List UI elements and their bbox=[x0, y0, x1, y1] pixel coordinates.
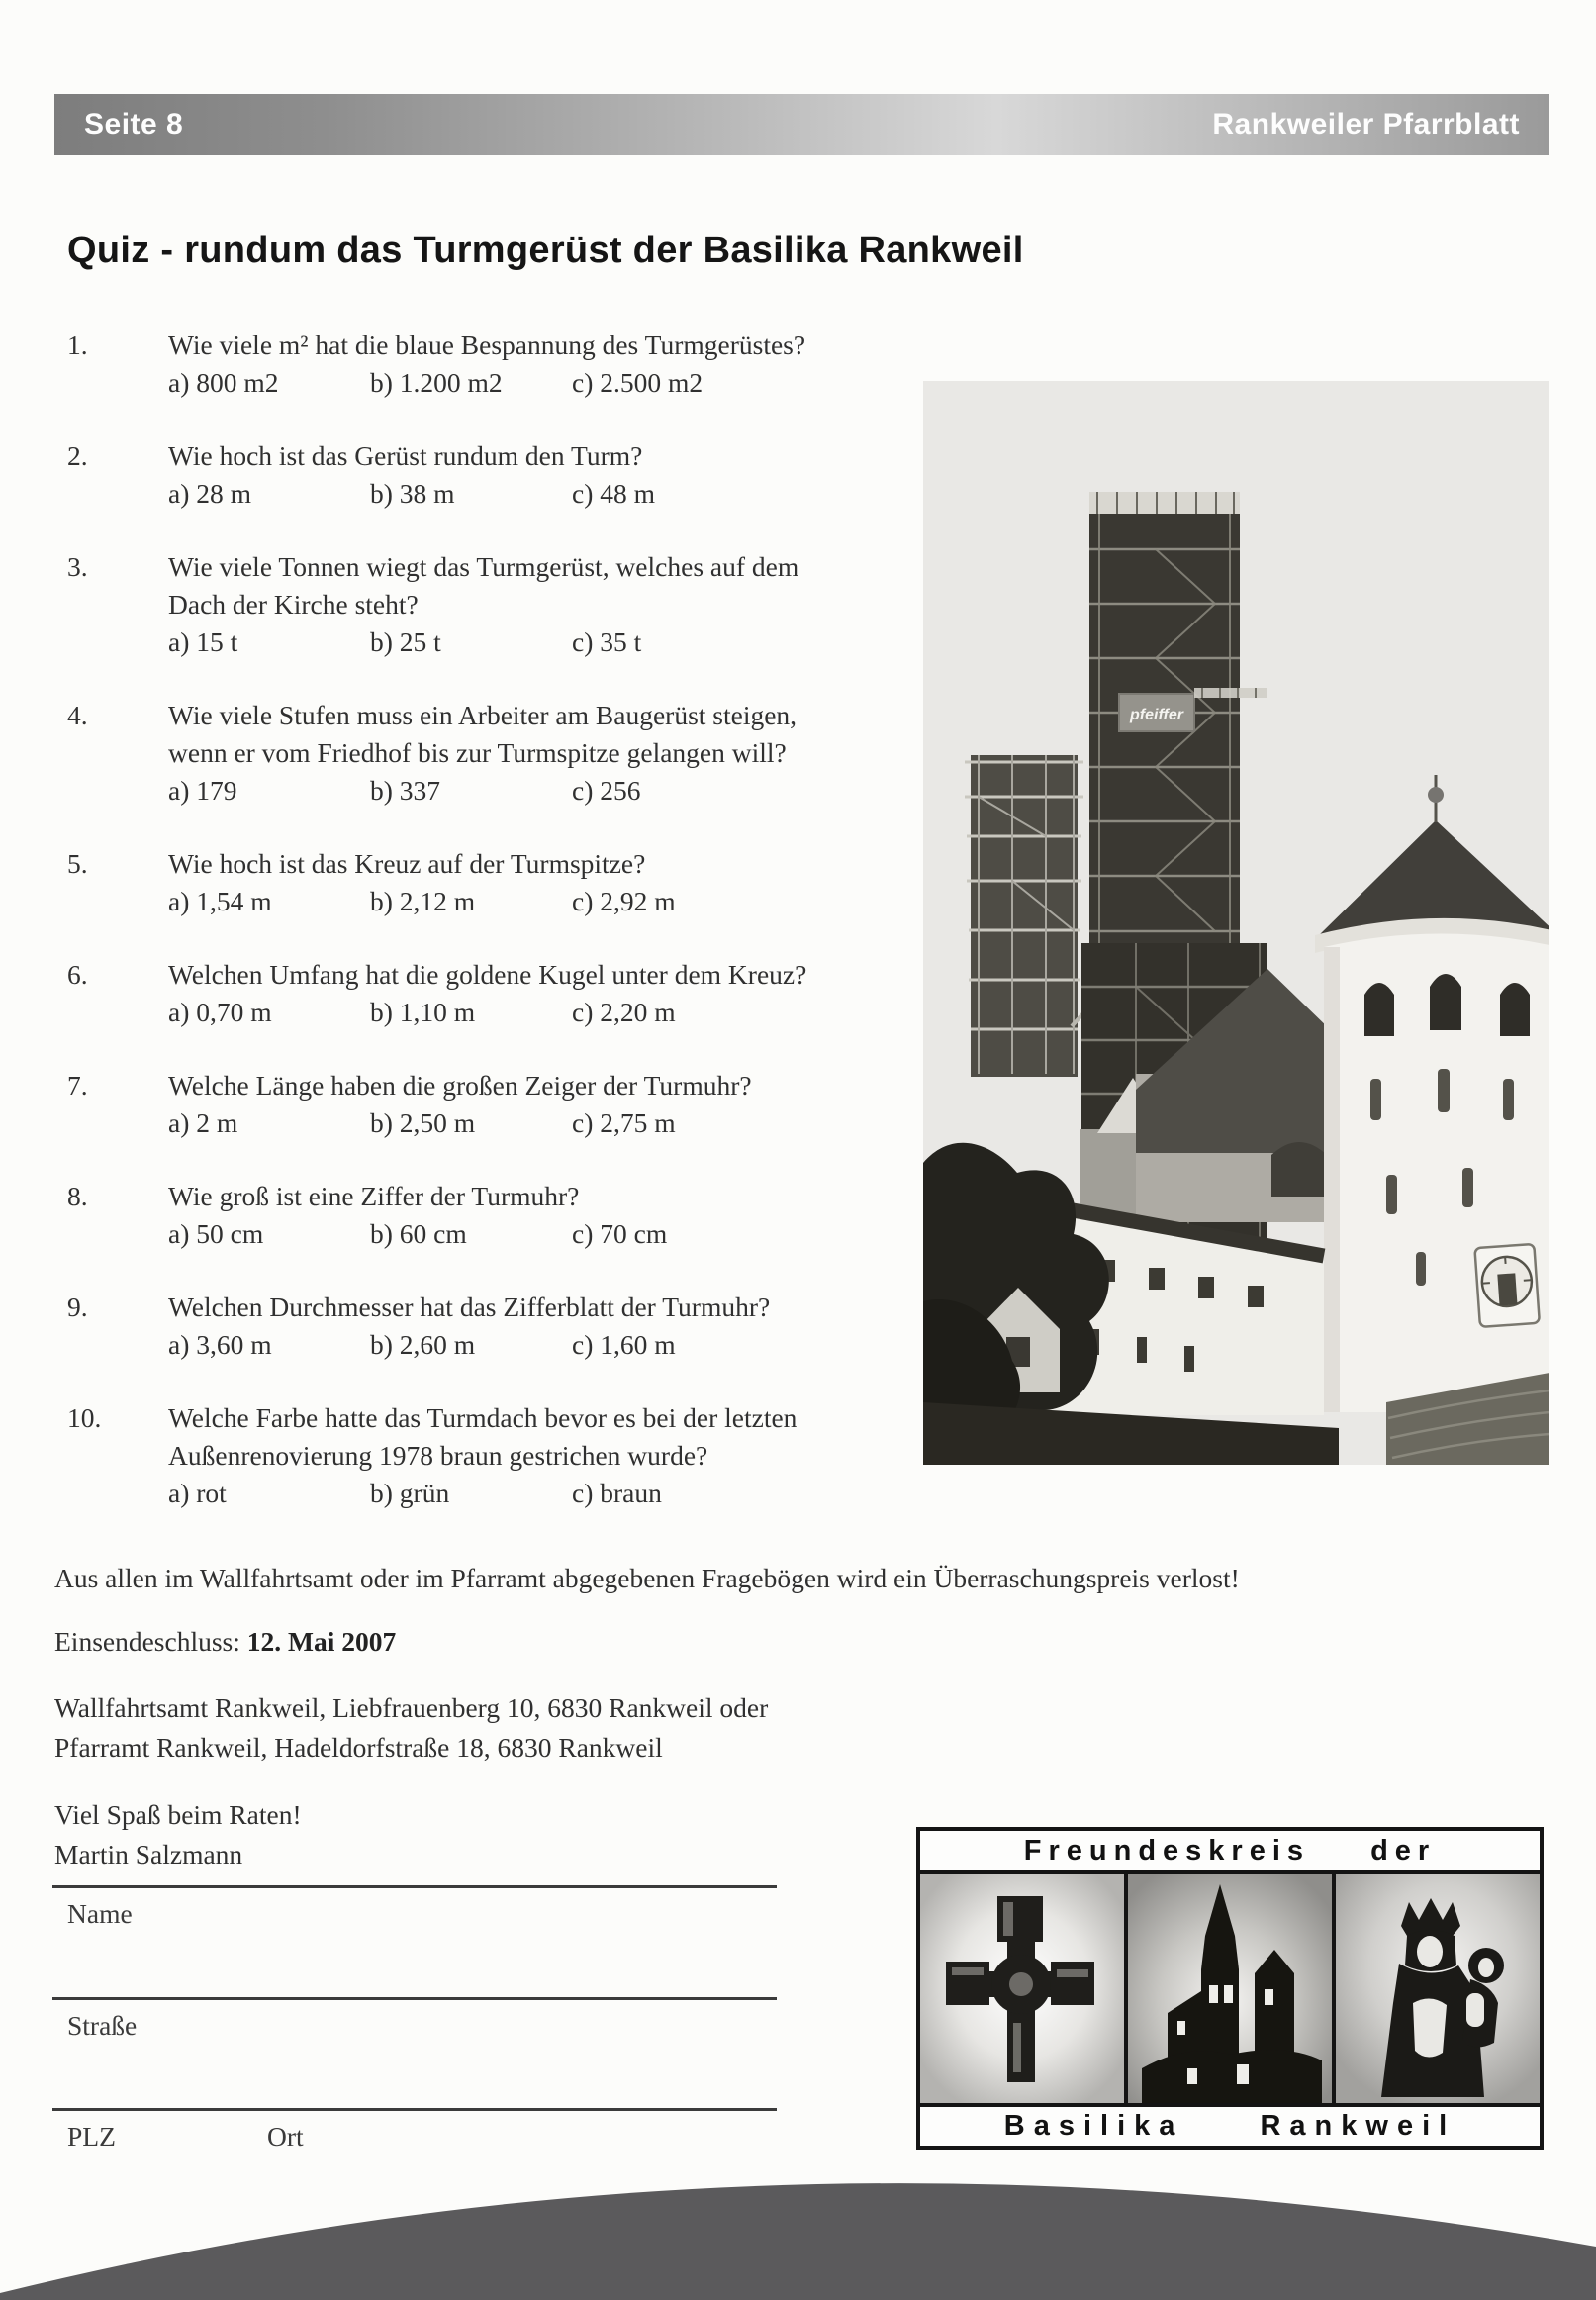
freundeskreis-logo bbox=[916, 1827, 1544, 2150]
question-number: 9. bbox=[67, 1292, 88, 1322]
question-text: Wie viele Tonnen wiegt das Turmgerüst, welches auf dem Dach der Kirche steht? bbox=[168, 551, 799, 620]
answer-options bbox=[168, 883, 900, 920]
question-number: 8. bbox=[67, 1181, 88, 1211]
option-b: b) 25 t bbox=[370, 626, 441, 657]
quiz-question bbox=[0, 845, 900, 920]
option-a: a) 15 t bbox=[168, 626, 238, 657]
quiz-question bbox=[0, 1399, 900, 1512]
option-b: b) 2,50 m bbox=[370, 1107, 476, 1138]
question-number: 4. bbox=[67, 700, 88, 730]
closing-signature: Viel Spaß beim Raten! Martin Salzmann bbox=[54, 1799, 302, 1869]
quiz-question bbox=[0, 437, 900, 513]
plz-field-label: PLZ bbox=[67, 2121, 116, 2152]
page-header-bar bbox=[54, 94, 1549, 155]
option-b: b) 60 cm bbox=[370, 1218, 467, 1249]
answer-options bbox=[168, 1215, 900, 1253]
question-number: 5. bbox=[67, 848, 88, 879]
option-a: a) 50 cm bbox=[168, 1218, 264, 1249]
question-text: Wie viele Stufen muss ein Arbeiter am Baugerüst steigen, wenn er vom Friedhof bis zur Turmspitze gelangen will? bbox=[168, 700, 798, 768]
option-c: c) 2.500 m2 bbox=[572, 367, 704, 398]
ort-field-label: Ort bbox=[267, 2121, 304, 2152]
option-a: a) 800 m2 bbox=[168, 367, 279, 398]
church-image bbox=[1124, 1874, 1332, 2103]
option-b: b) grün bbox=[370, 1478, 450, 1508]
tower-clock bbox=[1474, 1244, 1539, 1327]
page-title: Quiz - rundum das Turmgerüst der Basilika Rankweil bbox=[67, 230, 1024, 271]
quiz-question bbox=[0, 1178, 900, 1253]
basilica-photo-graphic bbox=[923, 381, 1549, 1465]
option-b: b) 1.200 m2 bbox=[370, 367, 503, 398]
answer-options bbox=[168, 1104, 900, 1142]
answer-options bbox=[168, 364, 900, 402]
name-field-line bbox=[52, 1885, 777, 1888]
logo-image-panels bbox=[920, 1874, 1540, 2103]
quiz-question bbox=[0, 1289, 900, 1364]
bottom-arc-decoration bbox=[0, 2167, 1596, 2300]
basilica-photo bbox=[923, 381, 1549, 1465]
answer-options bbox=[168, 1475, 900, 1512]
quiz-question bbox=[0, 548, 900, 661]
question-text: Welchen Umfang hat die goldene Kugel unter dem Kreuz? bbox=[168, 959, 807, 990]
prize-note: Aus allen im Wallfahrtsamt oder im Pfarramt abgegebenen Fragebögen wird ein Überraschungspreis verlost! bbox=[54, 1563, 1240, 1593]
deadline-date: 12. Mai 2007 bbox=[246, 1626, 397, 1657]
option-c: c) 48 m bbox=[572, 478, 656, 509]
question-number: 1. bbox=[67, 330, 88, 360]
option-a: a) 0,70 m bbox=[168, 997, 272, 1027]
option-c: c) 70 cm bbox=[572, 1218, 668, 1249]
option-b: b) 2,60 m bbox=[370, 1329, 476, 1360]
answer-options bbox=[168, 994, 900, 1031]
option-b: b) 38 m bbox=[370, 478, 455, 509]
quiz-question-list bbox=[0, 327, 900, 1512]
answer-options bbox=[168, 623, 900, 661]
street-field-line bbox=[52, 1997, 777, 2000]
quiz-question bbox=[0, 327, 900, 402]
option-c: c) braun bbox=[572, 1478, 662, 1508]
option-c: c) 2,20 m bbox=[572, 997, 676, 1027]
question-number: 10. bbox=[67, 1402, 102, 1433]
question-number: 2. bbox=[67, 440, 88, 471]
option-b: b) 2,12 m bbox=[370, 886, 476, 916]
option-b: b) 337 bbox=[370, 775, 441, 806]
question-text: Wie viele m² hat die blaue Bespannung des Turmgerüstes? bbox=[168, 330, 806, 360]
option-a: a) 28 m bbox=[168, 478, 252, 509]
option-c: c) 256 bbox=[572, 775, 641, 806]
quiz-question bbox=[0, 1067, 900, 1142]
question-text: Wie hoch ist das Gerüst rundum den Turm? bbox=[168, 440, 643, 471]
option-c: c) 35 t bbox=[572, 626, 642, 657]
madonna-image bbox=[1332, 1874, 1540, 2103]
option-c: c) 2,75 m bbox=[572, 1107, 676, 1138]
option-c: c) 2,92 m bbox=[572, 886, 676, 916]
question-number: 3. bbox=[67, 551, 88, 582]
option-c: c) 1,60 m bbox=[572, 1329, 676, 1360]
scaffold-banner-text: pfeiffer bbox=[1130, 707, 1183, 723]
question-number: 6. bbox=[67, 959, 88, 990]
deadline-line bbox=[54, 1623, 1558, 1661]
question-text: Welchen Durchmesser hat das Zifferblatt der Turmuhr? bbox=[168, 1292, 771, 1322]
name-field-label: Name bbox=[67, 1898, 133, 1929]
cross-image bbox=[920, 1874, 1124, 2103]
question-text: Wie hoch ist das Kreuz auf der Turmspitze? bbox=[168, 848, 646, 879]
street-field-label: Straße bbox=[67, 2010, 138, 2041]
option-a: a) 1,54 m bbox=[168, 886, 272, 916]
deadline-label: Einsendeschluss: bbox=[54, 1626, 247, 1657]
question-text: Wie groß ist eine Ziffer der Turmuhr? bbox=[168, 1181, 580, 1211]
answer-options bbox=[168, 1326, 900, 1364]
option-a: a) rot bbox=[168, 1478, 227, 1508]
question-number: 7. bbox=[67, 1070, 88, 1101]
question-text: Welche Farbe hatte das Turmdach bevor es bei der letzten Außenrenovierung 1978 braun gestrichen wurde? bbox=[168, 1402, 798, 1471]
page-number-label: Seite 8 bbox=[84, 108, 184, 141]
quiz-question bbox=[0, 956, 900, 1031]
option-a: a) 2 m bbox=[168, 1107, 238, 1138]
answer-options bbox=[168, 772, 900, 810]
option-b: b) 1,10 m bbox=[370, 997, 476, 1027]
masthead-title: Rankweiler Pfarrblatt bbox=[1212, 108, 1520, 141]
question-text: Welche Länge haben die großen Zeiger der Turmuhr? bbox=[168, 1070, 752, 1101]
quiz-question bbox=[0, 697, 900, 810]
logo-top-text: Freundeskreis der bbox=[920, 1831, 1540, 1874]
scaffold-banner bbox=[1119, 694, 1194, 731]
submission-addresses: Wallfahrtsamt Rankweil, Liebfrauenberg 10, 6830 Rankweil oder Pfarramt Rankweil, Hadeldorfstraße 18, 6830 Rankweil bbox=[54, 1692, 769, 1763]
plz-ort-field-line bbox=[52, 2108, 777, 2111]
answer-options bbox=[168, 475, 900, 513]
option-a: a) 3,60 m bbox=[168, 1329, 272, 1360]
option-a: a) 179 bbox=[168, 775, 237, 806]
logo-bottom-text: Basilika Rankweil bbox=[920, 2103, 1540, 2146]
